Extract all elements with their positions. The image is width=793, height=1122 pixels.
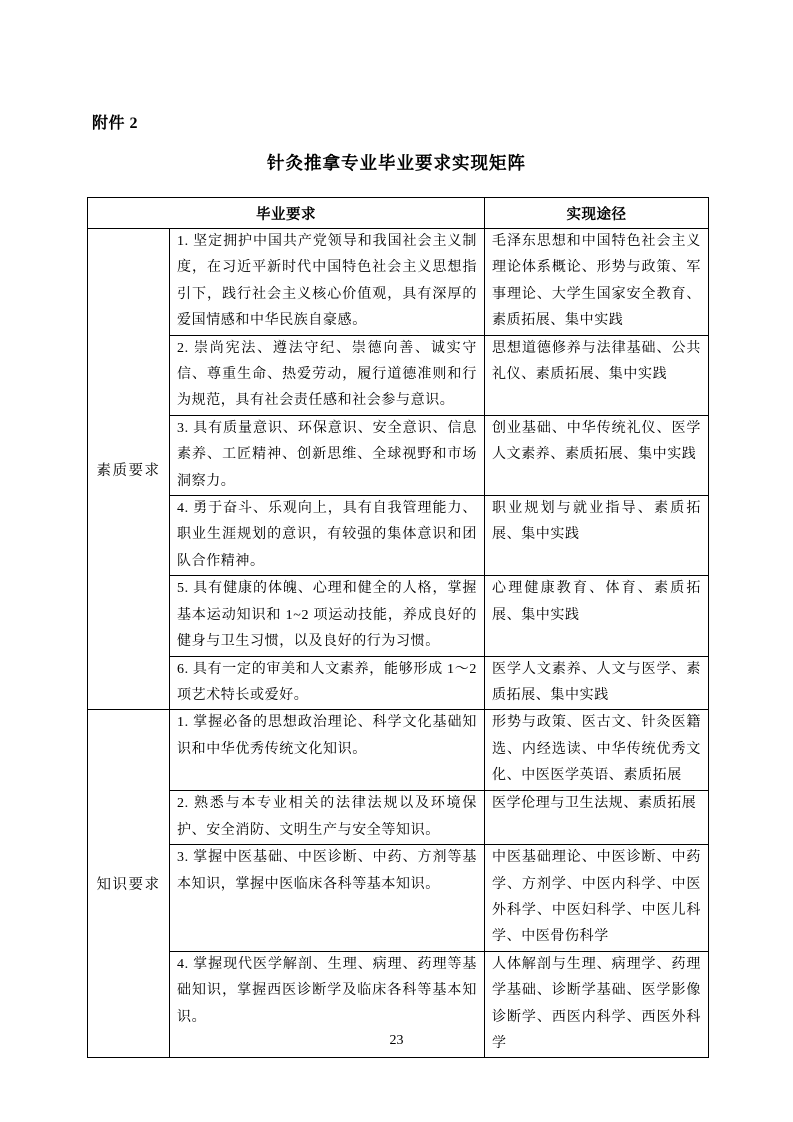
- page-number: 23: [389, 1033, 404, 1048]
- attachment-label: 附件 2: [92, 115, 139, 132]
- pathway-cell: 思想道德修养与法律基础、公共礼仪、素质拓展、集中实践: [485, 335, 709, 415]
- table-row: [88, 496, 709, 576]
- requirement-cell: 4. 掌握现代医学解剖、生理、病理、药理等基础知识，掌握西医诊断学及临床各科等基本知识。: [170, 951, 485, 1058]
- table-row: [88, 229, 709, 336]
- requirement-cell: 1. 坚定拥护中国共产党领导和我国社会主义制度，在习近平新时代中国特色社会主义思想指引下，践行社会主义核心价值观，具有深厚的爱国情感和中华民族自豪感。: [170, 229, 485, 336]
- table-row: [88, 335, 709, 415]
- pathway-cell: 中医基础理论、中医诊断、中药学、方剂学、中医内科学、中医外科学、中医妇科学、中医儿科学、中医骨伤科学: [485, 845, 709, 952]
- requirement-cell: 1. 掌握必备的思想政治理论、科学文化基础知识和中华优秀传统文化知识。: [170, 710, 485, 791]
- table-row: [88, 845, 709, 952]
- requirements-matrix-table: [87, 197, 709, 1058]
- page-title: 针灸推拿专业毕业要求实现矩阵: [267, 153, 526, 173]
- requirement-cell: 2. 崇尚宪法、遵法守纪、崇德向善、诚实守信、尊重生命、热爱劳动，履行道德准则和行为规范，具有社会责任感和社会参与意识。: [170, 335, 485, 415]
- pathway-cell: 创业基础、中华传统礼仪、医学人文素养、素质拓展、集中实践: [485, 415, 709, 495]
- pathway-cell: 毛泽东思想和中国特色社会主义理论体系概论、形势与政策、军事理论、大学生国家安全教育、素质拓展、集中实践: [485, 229, 709, 336]
- pathway-cell: 心理健康教育、体育、素质拓展、集中实践: [485, 576, 709, 656]
- pathway-cell: 形势与政策、医古文、针灸医籍选、内经选读、中华传统优秀文化、中医医学英语、素质拓展: [485, 710, 709, 791]
- table-row: [88, 710, 709, 791]
- table-row: [88, 576, 709, 656]
- table-header-row: [88, 198, 709, 229]
- table-row: [88, 656, 709, 710]
- pathway-cell: 医学人文素养、人文与医学、素质拓展、集中实践: [485, 656, 709, 710]
- requirement-cell: 3. 掌握中医基础、中医诊断、中药、方剂等基本知识，掌握中医临床各科等基本知识。: [170, 845, 485, 952]
- group-label-quality-requirements: 素质要求: [88, 229, 170, 710]
- pathway-cell: 职业规划与就业指导、素质拓展、集中实践: [485, 496, 709, 576]
- requirement-cell: 2. 熟悉与本专业相关的法律法规以及环境保护、安全消防、文明生产与安全等知识。: [170, 791, 485, 845]
- table-row: [88, 791, 709, 845]
- pathway-cell: 人体解剖与生理、病理学、药理学基础、诊断学基础、医学影像诊断学、西医内科学、西医外科学: [485, 951, 709, 1058]
- column-header-realization-pathway: 实现途径: [485, 198, 709, 229]
- requirement-cell: 4. 勇于奋斗、乐观向上，具有自我管理能力、职业生涯规划的意识，有较强的集体意识和团队合作精神。: [170, 496, 485, 576]
- requirement-cell: 3. 具有质量意识、环保意识、安全意识、信息素养、工匠精神、创新思维、全球视野和市场洞察力。: [170, 415, 485, 495]
- requirement-cell: 5. 具有健康的体魄、心理和健全的人格，掌握基本运动知识和 1~2 项运动技能，养成良好的健身与卫生习惯，以及良好的行为习惯。: [170, 576, 485, 656]
- pathway-cell: 医学伦理与卫生法规、素质拓展: [485, 791, 709, 845]
- column-header-graduation-requirement: 毕业要求: [88, 198, 485, 229]
- table-row: [88, 415, 709, 495]
- requirement-cell: 6. 具有一定的审美和人文素养，能够形成 1～2 项艺术特长或爱好。: [170, 656, 485, 710]
- group-label-knowledge-requirements: 知识要求: [88, 710, 170, 1058]
